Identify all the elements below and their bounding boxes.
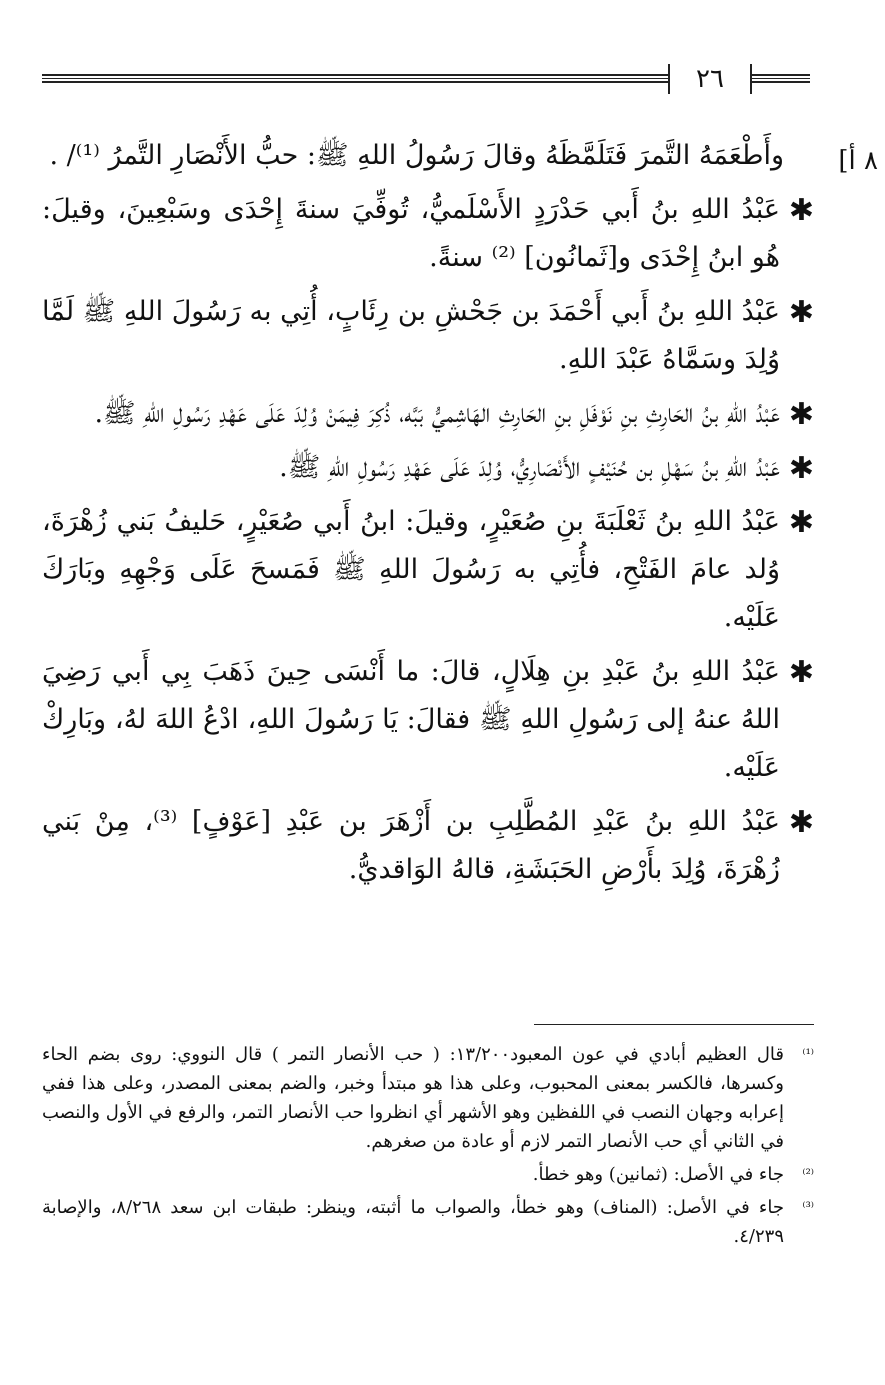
footnote-number: ⁽¹⁾ [802,1047,814,1062]
entry-text: عَبْدُ اللهِ بنُ عَبْدِ المُطَّلِبِ بن أَزْهَرَ بن عَبْدِ [عَوْفٍ] ⁽³⁾، مِنْ بَني زُهْرَةَ، وُلِدَ بأَرْضِ الحَبَشَةِ، قالهُ الوَاقديُّ. [42,806,780,885]
entry-text: عَبْدُ اللهِ بنُ أَبي حَدْرَدٍ الأَسْلَميُّ، تُوفِّيَ سنةَ إِحْدَى وسَبْعِينَ، وقيلَ: هُو ابنُ إِحْدَى و[ثَمانُون] ⁽²⁾ سنةً. [42,194,780,273]
header-tick-left [668,64,670,94]
footnote [42,1160,814,1189]
entry-text: عَبْدُ اللهِ بنُ عَبْدِ بنِ هِلَالٍ، قالَ: ما أَنْسَى حِينَ ذَهَبَ بِي أَبي رَضِيَ اللهُ عنهُ إلى رَسُولِ اللهِ ﷺ فقالَ: يَا رَسُولَ اللهِ، ادْعُ اللهَ لهُ، وبَارِكْ عَلَيْه. [42,656,780,783]
footnotes [42,1040,814,1255]
entry [42,498,814,642]
bullet-asterisk: ✱ [788,451,814,486]
entry [42,444,814,492]
entry [42,798,814,894]
footnote [42,1040,814,1156]
footnote-text: جاء في الأصل: (المناف) وهو خطأ، والصواب ما أثبته، وينظر: طبقات ابن سعد ٨/٢٦٨، والإصابة ٤/٢٣٩. [42,1197,784,1247]
main-text [42,132,814,900]
header-rule-left [42,74,668,83]
bullet-asterisk: ✱ [788,505,814,540]
entry [42,390,814,438]
bullet-asterisk: ✱ [788,655,814,690]
entry-text: عَبْدُ اللهِ بنُ سَهْلِ بن حُنَيْفٍ الأَنْصَارِيُّ، وُلِدَ عَلَى عَهْدِ رَسُولِ اللهِ ﷺ. [279,452,780,483]
footnote-text: جاء في الأصل: (ثمانين) وهو خطأ. [532,1164,784,1185]
entry [42,186,814,282]
entry-text: عَبْدُ اللهِ بنُ الحَارِثِ بنِ نَوْفَلِ بنِ الحَارِثِ الهَاشِميُّ بَبَّه، ذُكِرَ فِيمَنْ وُلِدَ عَلَى عَهْدِ رَسُولِ اللهِ ﷺ. [94,398,780,429]
footnote-separator [534,1024,814,1025]
bullet-asterisk: ✱ [788,295,814,330]
header-rule-right [752,74,810,83]
footnote-number: ⁽²⁾ [802,1167,814,1182]
bullet-asterisk: ✱ [788,805,814,840]
entry-text: عَبْدُ اللهِ بنُ أَبي أَحْمَدَ بن جَحْشِ بن رِئَابٍ، أُتِي به رَسُولَ اللهِ ﷺ لَمَّا وُلِدَ وسَمَّاهُ عَبْدَ اللهِ. [42,296,780,375]
footnote [42,1193,814,1251]
footnote-number: ⁽³⁾ [802,1200,814,1215]
entry [42,648,814,792]
manuscript-folio-reference: ٨ أ] [838,146,878,176]
paragraph-continuation: وأَطْعَمَهُ التَّمرَ فَتَلَمَّظَهُ وقالَ رَسُولُ اللهِ ﷺ: حبُّ الأَنْصَارِ التَّمرُ ⁽¹⁾/ . [49,140,784,171]
footnote-text: قال العظيم أبادي في عون المعبود١٣/٢٠٠: ( حب الأنصار التمر ) قال النووي: روى بضم الحاء وكسرها، فالكسر بمعنى المحبوب، وعلى هذا هو مبتدأ وخبر، والضم بمعنى المصدر، وعلى هذا ففي إعرابه وجهان النصب في اللفظين وهو الأشهر أي انظروا حب الأنصار التمر، والرفع في الأول والنصب في الثاني أي حب الأنصار التمر لازم أو عادة من صغرهم. [42,1044,784,1152]
entry [42,288,814,384]
bullet-asterisk: ✱ [788,193,814,228]
page-number: ٢٦ [696,64,724,94]
entry-text: عَبْدُ اللهِ بنُ ثَعْلَبَةَ بنِ صُعَيْرٍ، وقيلَ: ابنُ أَبي صُعَيْرٍ، حَليفُ بَني زُهْرَةَ، وُلد عامَ الفَتْحِ، فأُتِي به رَسُولَ اللهِ ﷺ فَمَسحَ عَلَى وَجْهِهِ وبَارَكَ عَلَيْه. [42,506,780,633]
bullet-asterisk: ✱ [788,397,814,432]
